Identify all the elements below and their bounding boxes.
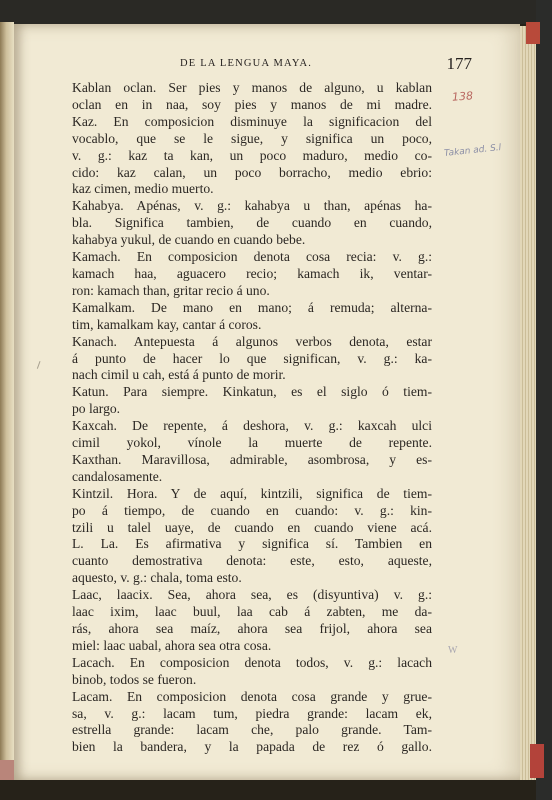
text-line: Kamach. En composicion denota cosa recia: v. g.: — [72, 249, 432, 265]
text-line: aquesto, v. g.: chala, toma esto. — [72, 570, 242, 586]
margin-check-mark: W — [448, 645, 458, 656]
text-line: binob, todos se fueron. — [72, 671, 197, 687]
book-cover-top — [0, 0, 552, 24]
dictionary-text — [72, 80, 432, 756]
text-line: cimil yokol, vínole la muerte de repente. — [72, 435, 432, 451]
text-line: kamach haa, aguacero recio; kamach ik, ventar- — [72, 265, 432, 281]
running-head: DE LA LENGUA MAYA. — [180, 58, 313, 69]
text-line: oclan en in naa, soy pies y manos de mi madre. — [72, 96, 432, 112]
text-line: Kintzil. Hora. Y de aquí, kintzili, significa de tiem- — [72, 485, 432, 501]
text-line: bla. Significa tambien, de cuando en cuando, — [72, 215, 432, 231]
text-line: kaz cimen, medio muerto. — [72, 181, 214, 197]
text-line: Kanach. Antepuesta á algunos verbos denota, estar — [72, 333, 432, 349]
text-line: Kahabya. Apénas, v. g.: kahabya u than, apénas ha- — [72, 198, 432, 214]
bookmark-ribbon-bottom — [530, 744, 544, 778]
text-line: Kablan oclan. Ser pies y manos de alguno, u kablan — [72, 80, 432, 95]
text-line: Katun. Para siempre. Kinkatun, es el siglo ó tiem- — [72, 384, 432, 400]
text-line: tim, kamalkam kay, cantar á coros. — [72, 316, 262, 332]
text-line: tzili u talel uaye, de cuando en cuando viene acá. — [72, 519, 432, 535]
left-page-edge — [0, 22, 14, 780]
text-line: rás, ahora sea maíz, ahora sea frijol, ahora sea — [72, 621, 432, 636]
text-line: v. g.: kaz ta kan, un poco maduro, medio co- — [72, 147, 432, 163]
text-line: sa, v. g.: lacam tum, piedra grande: lacam ek, — [72, 705, 432, 721]
text-line: bien la bandera, y la papada de rez ó gallo. — [72, 739, 432, 755]
text-line: Kaxcah. De repente, á deshora, v. g.: kaxcah ulci — [72, 418, 432, 434]
text-line: Lacam. En composicion denota cosa grande y grue- — [72, 688, 432, 704]
text-line: á punto de hacer lo que significan, v. g.: ka- — [72, 350, 432, 366]
page-header — [60, 54, 490, 76]
text-line: kahabya yukul, de cuando en cuando bebe. — [72, 232, 306, 248]
text-line: miel: laac uabal, ahora sea otra cosa. — [72, 637, 272, 653]
text-line: po á tiempo, de cuando en cuando: v. g.: kin- — [72, 502, 432, 518]
text-line: Laac, laacix. Sea, ahora sea, es (disyuntiva) v. g.: — [72, 587, 432, 603]
page-number: 177 — [446, 54, 472, 73]
text-line: cuanto demostrativa denota: este, esto, aqueste, — [72, 553, 432, 569]
book-cover-right — [536, 0, 552, 800]
text-line: vocablo, que se le sigue, y significa un poco, — [72, 130, 432, 146]
text-line: Kamalkam. De mano en mano; á remuda; alterna- — [72, 299, 432, 315]
text-line: po largo. — [72, 401, 121, 417]
text-line: cido: kaz calan, un poco borracho, medio ebrio: — [72, 164, 432, 180]
text-line: Kaz. En composicion disminuye la significacion del — [72, 113, 432, 129]
text-line: L. La. Es afirmativa y significa sí. Tambien en — [72, 536, 432, 552]
text-line: nach cimil u cah, está á punto de morir. — [72, 367, 286, 383]
bookmark-ribbon-top — [526, 22, 540, 44]
text-line: laac ixim, laac buul, laa cab á zabten, me da- — [72, 604, 432, 620]
text-line: ron: kamach than, gritar recio á uno. — [72, 282, 270, 298]
text-line: candalosamente. — [72, 468, 163, 484]
margin-note-red-number: 138 — [451, 89, 474, 104]
margin-note-pencil: Takan ad. S.l — [443, 143, 502, 159]
text-line: Kaxthan. Maravillosa, admirable, asombrosa, y es- — [72, 451, 432, 467]
text-line: estrella grande: lacam che, palo grande. Tam- — [72, 722, 432, 738]
text-line: Lacach. En composicion denota todos, v. g.: lacach — [72, 654, 432, 670]
